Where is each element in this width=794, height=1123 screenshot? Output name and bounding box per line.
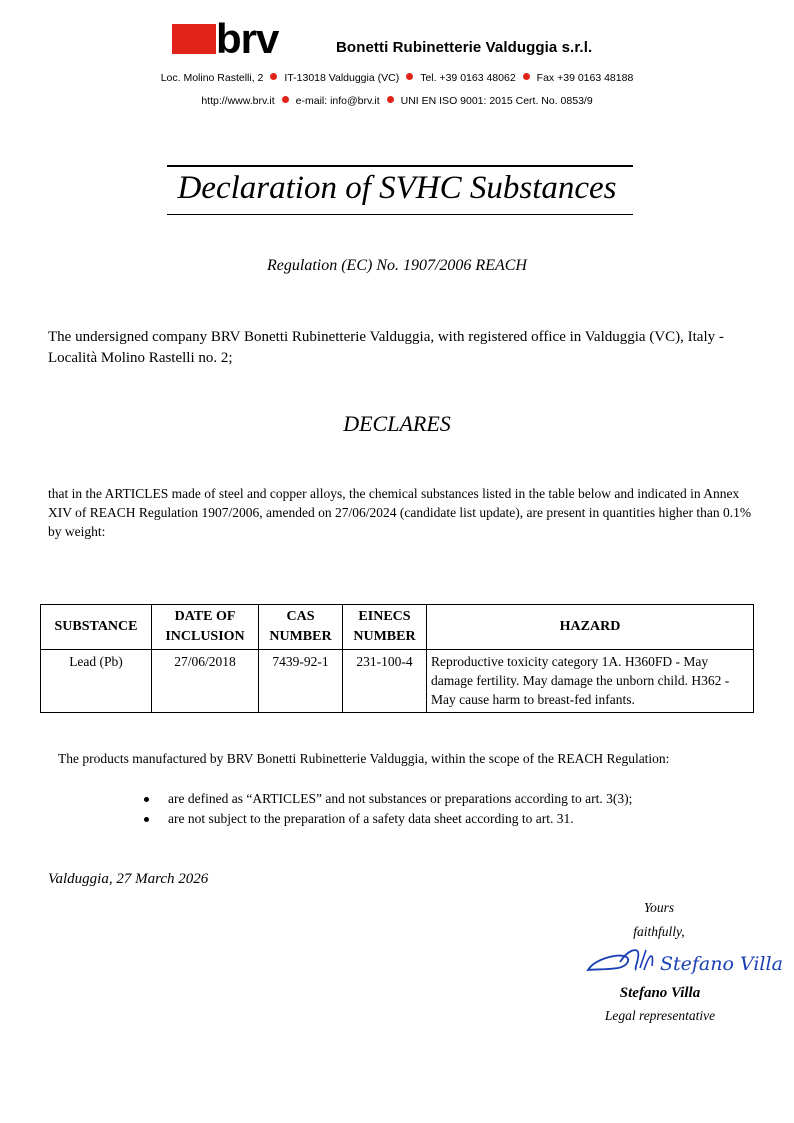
- title-rule-bottom: [167, 214, 633, 215]
- cell-substance: Lead (Pb): [41, 650, 152, 713]
- address-line-1: [0, 72, 794, 84]
- company-logo: [172, 15, 324, 62]
- place-date: Valduggia, 27 March 2026: [48, 871, 209, 887]
- header-cas-line1: CAS: [286, 609, 315, 624]
- header-substance: SUBSTANCE: [41, 605, 152, 650]
- separator-dot: [282, 96, 289, 103]
- logo-text: brv: [216, 15, 279, 62]
- statement-paragraph: that in the ARTICLES made of steel and copper alloys, the chemical substances listed in the table below and indicated in Annex XIV of REACH Regulation 1907/2006, amended on 27/06/2024 (candidate list update), are present in quantities higher than 0.1% by weight:: [48, 486, 752, 539]
- separator-dot: [406, 73, 413, 80]
- address-line-2: [0, 95, 794, 107]
- header-hazard: HAZARD: [427, 605, 754, 650]
- header-einecs-line2: NUMBER: [353, 629, 416, 644]
- address-city: IT-13018 Valduggia (VC): [284, 72, 400, 84]
- closing-yours: Yours: [643, 900, 675, 915]
- signer-name: Stefano Villa: [619, 985, 701, 1001]
- header-date: [152, 605, 259, 650]
- company-name: Bonetti Rubinetterie Valduggia s.r.l.: [336, 39, 593, 56]
- header-date-line2: INCLUSION: [165, 629, 245, 644]
- list-item: are not subject to the preparation of a safety data sheet according to art. 31.: [140, 809, 632, 829]
- header-cas-line2: NUMBER: [269, 629, 332, 644]
- email-link[interactable]: e-mail: info@brv.it: [295, 95, 380, 107]
- table-row: [41, 650, 754, 713]
- title-rule-top: [167, 165, 633, 167]
- intro-paragraph: The undersigned company BRV Bonetti Rubinetterie Valduggia, with registered office in Valduggia (VC), Italy - Località Molino Rastelli no. 2;: [48, 329, 724, 366]
- website-link[interactable]: http://www.brv.it: [201, 95, 275, 107]
- iso-certification: UNI EN ISO 9001: 2015 Cert. No. 0853/9: [400, 95, 593, 107]
- cell-hazard: Reproductive toxicity category 1A. H360FD - May damage fertility. May damage the unborn child. H362 - May cause harm to breast-fed infants.: [427, 650, 754, 713]
- signer-role: Legal representative: [604, 1008, 716, 1023]
- header-cas: [259, 605, 343, 650]
- handwritten-signature: [584, 942, 783, 980]
- svhc-table: [40, 604, 754, 713]
- header-einecs-line1: EINECS: [358, 609, 411, 624]
- document-title: Declaration of SVHC Substances: [177, 170, 617, 206]
- table-header-row: [41, 605, 754, 650]
- regulation-subtitle: Regulation (EC) No. 1907/2006 REACH: [267, 257, 527, 274]
- address-phone: Tel. +39 0163 48062: [420, 72, 516, 84]
- declares-heading: DECLARES: [343, 411, 451, 436]
- list-item: are defined as “ARTICLES” and not substances or preparations according to art. 3(3);: [140, 789, 632, 809]
- separator-dot: [523, 73, 530, 80]
- address-fax: Fax +39 0163 48188: [536, 72, 634, 84]
- products-bullet-list: [140, 789, 632, 829]
- closing-faithfully: faithfully,: [633, 924, 685, 939]
- cell-cas: 7439-92-1: [259, 650, 343, 713]
- products-paragraph: The products manufactured by BRV Bonetti Rubinetterie Valduggia, within the scope of the REACH Regulation:: [58, 751, 670, 766]
- cell-einecs: 231-100-4: [343, 650, 427, 713]
- cell-date: 27/06/2018: [152, 650, 259, 713]
- header-date-line1: DATE OF: [174, 609, 236, 624]
- address-street: Loc. Molino Rastelli, 2: [160, 72, 264, 84]
- header-einecs: [343, 605, 427, 650]
- separator-dot: [387, 96, 394, 103]
- signature-text: Stefano Villa: [660, 953, 783, 975]
- separator-dot: [270, 73, 277, 80]
